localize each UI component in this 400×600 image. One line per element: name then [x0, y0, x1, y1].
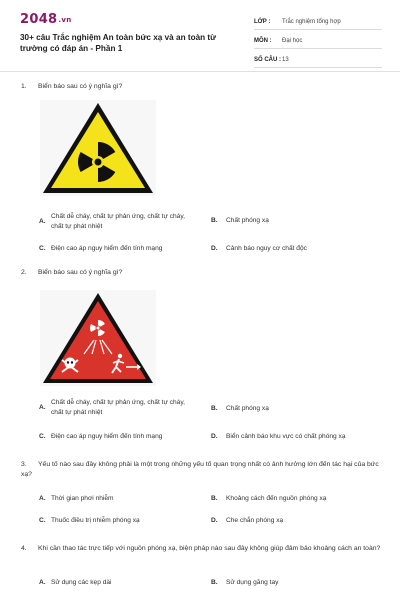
meta-row-subject [254, 33, 382, 49]
page-header [0, 0, 400, 72]
option-letter: C. [39, 517, 46, 524]
site-logo[interactable] [20, 12, 72, 27]
option-text: Thời gian phơi nhiễm [51, 495, 114, 502]
question-number: 1. [21, 83, 27, 90]
option-text: Chất dễ cháy, chất tự phản ứng, chất tự cháy, chất tự phát nhiệt [51, 213, 185, 230]
option-text: Thuốc điều trị nhiễm phóng xạ [51, 517, 140, 524]
option-b[interactable] [211, 578, 381, 590]
question-body: Khi cần thao tác trực tiếp với nguồn phóng xạ, biện pháp nào sau đây không giúp đảm bảo khoảng cách an toàn? [38, 545, 381, 552]
option-a[interactable] [39, 212, 209, 236]
option-letter: B. [211, 405, 218, 412]
option-a[interactable] [39, 494, 209, 506]
meta-row-count [254, 52, 382, 68]
option-text: Che chắn phóng xạ [226, 517, 284, 524]
option-text: Chất dễ cháy, chất tự phản ứng, chất tự cháy, chất tự phát nhiệt [51, 399, 185, 416]
option-text: Điện cao áp nguy hiểm đến tính mạng [51, 433, 163, 440]
question-number: 2. [21, 269, 27, 276]
question-body: Yếu tố nào sau đây không phải là một trong những yếu tố quan trọng nhất có ảnh hưởng lớn đến tác hại của bức xạ? [21, 461, 379, 478]
option-letter: B. [211, 579, 218, 586]
option-d[interactable] [211, 432, 386, 444]
question-number: 4. [21, 545, 27, 552]
option-b[interactable] [211, 404, 381, 416]
option-letter: D. [211, 517, 218, 524]
option-letter: B. [211, 217, 218, 224]
option-c[interactable] [39, 432, 209, 444]
option-a[interactable] [39, 398, 209, 422]
option-text: Cảnh báo nguy cơ chất độc [226, 245, 307, 252]
document-title: 30+ câu Trắc nghiệm An toàn bức xạ và an toàn từ trường có đáp án - Phần 1 [20, 33, 217, 53]
option-d[interactable] [211, 244, 381, 256]
meta-value: Đại học [282, 37, 303, 44]
option-c[interactable] [39, 244, 209, 256]
question-body: Biển báo sau có ý nghĩa gì? [38, 269, 123, 276]
meta-value: Trắc nghiệm tổng hợp [282, 18, 341, 25]
question-text [21, 460, 381, 480]
meta-row-class [254, 14, 382, 30]
option-a[interactable] [39, 578, 209, 590]
question-text [21, 544, 381, 554]
option-letter: A. [39, 404, 46, 411]
option-text: Sử dụng găng tay [226, 579, 279, 586]
option-text: Chất phóng xạ [226, 405, 269, 412]
option-letter: B. [211, 495, 218, 502]
question-text [21, 82, 381, 92]
option-letter: A. [39, 495, 46, 502]
radiation-warning-sign-icon [40, 100, 156, 196]
option-letter: A. [39, 579, 46, 586]
meta-key: MÔN : [254, 37, 272, 44]
option-text: Khoảng cách đến nguồn phóng xạ [226, 495, 327, 502]
option-letter: A. [39, 218, 46, 225]
option-letter: D. [211, 245, 218, 252]
option-c[interactable] [39, 516, 209, 528]
option-letter: C. [39, 433, 46, 440]
option-b[interactable] [211, 216, 381, 228]
logo-suffix: .vn [58, 16, 72, 24]
radiation-area-danger-sign-icon [40, 290, 156, 386]
meta-value: 13 [282, 56, 289, 63]
document-meta [254, 14, 382, 71]
option-letter: C. [39, 245, 46, 252]
logo-text: 2048 [20, 12, 58, 27]
question-text [21, 268, 381, 278]
option-d[interactable] [211, 516, 381, 528]
meta-key: SỐ CÂU : [254, 56, 281, 63]
option-text: Biển cảnh báo khu vực có chất phóng xạ [226, 433, 346, 440]
option-b[interactable] [211, 494, 381, 506]
option-letter: D. [211, 433, 218, 440]
meta-key: LỚP : [254, 18, 271, 25]
option-text: Sử dụng các kẹp dài [51, 579, 112, 586]
option-text: Điện cao áp nguy hiểm đến tính mạng [51, 245, 163, 252]
question-body: Biển báo sau có ý nghĩa gì? [38, 83, 123, 90]
question-number: 3. [21, 461, 27, 468]
option-text: Chất phóng xạ [226, 217, 269, 224]
